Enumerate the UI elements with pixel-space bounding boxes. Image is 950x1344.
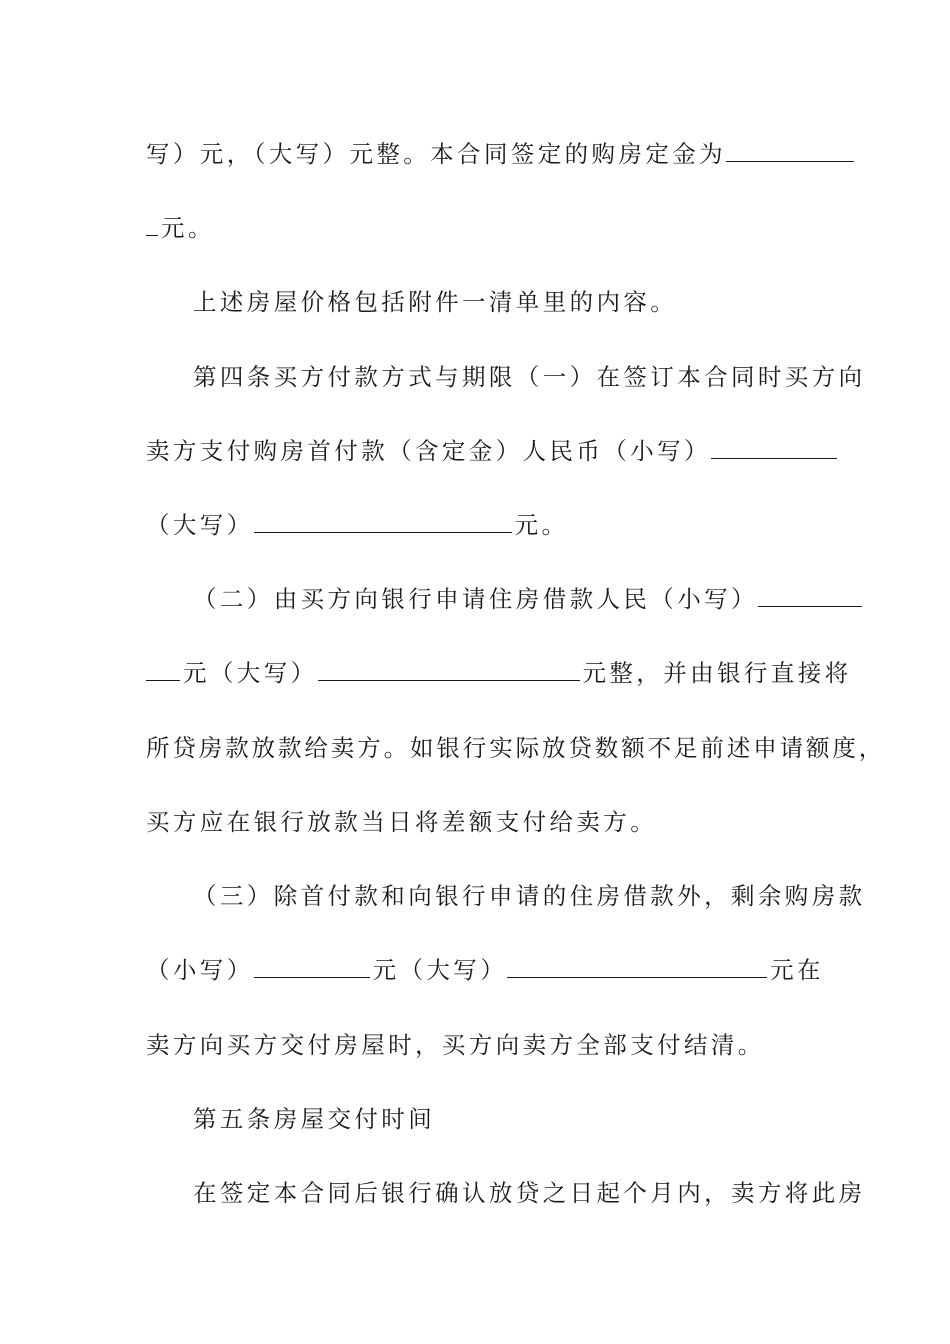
paragraph-line-9 <box>146 732 885 764</box>
paragraph-line-15 <box>193 1177 866 1209</box>
paragraph-line-8 <box>146 657 852 689</box>
paragraph-line-1 <box>146 138 857 170</box>
fill-in-blank <box>254 955 370 978</box>
text-segment: 买方应在银行放款当日将差额支付给卖方。 <box>146 808 658 836</box>
paragraph-line-7 <box>193 583 865 615</box>
fill-in-blank <box>711 436 837 459</box>
paragraph-line-10 <box>146 806 657 838</box>
fill-in-blank <box>758 584 862 607</box>
text-segment: 第五条房屋交付时间 <box>193 1105 436 1133</box>
fill-in-blank <box>318 658 580 681</box>
text-segment: 元（大写） <box>372 956 508 984</box>
paragraph-line-11 <box>193 880 866 912</box>
fill-in-blank <box>507 955 767 978</box>
paragraph-line-5 <box>146 435 840 467</box>
text-segment: 写）元，（大写）元整。本合同签定的购房定金为 <box>146 140 727 168</box>
paragraph-line-6 <box>146 509 568 541</box>
paragraph-line-14 <box>193 1103 435 1135</box>
text-segment: 第四条买方付款方式与期限（一）在签订本合同时买方向 <box>193 363 866 391</box>
text-segment: （大写） <box>146 511 254 539</box>
text-segment: （小写） <box>146 956 254 984</box>
paragraph-line-3 <box>193 286 677 318</box>
text-segment: 上述房屋价格包括附件一清单里的内容。 <box>193 288 678 316</box>
text-segment: （二）由买方向银行申请住房借款人民（小写） <box>193 585 758 613</box>
text-segment: 元整，并由银行直接将 <box>582 659 852 687</box>
paragraph-line-12 <box>146 954 824 986</box>
paragraph-line-2 <box>146 212 215 244</box>
fill-in-blank <box>146 658 180 681</box>
fill-in-blank <box>254 510 512 533</box>
text-segment: 所贷房款放款给卖方。如银行实际放贷数额不足前述申请额度， <box>146 734 886 762</box>
text-segment: 卖方向买方交付房屋时，买方向卖方全部支付结清。 <box>146 1031 765 1059</box>
text-segment: 在签定本合同后银行确认放贷之日起个月内，卖方将此房 <box>193 1179 866 1207</box>
text-segment: 元。 <box>514 511 569 539</box>
text-segment: 元（大写） <box>183 659 318 687</box>
paragraph-line-13 <box>146 1029 765 1061</box>
fill-in-blank <box>146 213 158 236</box>
text-segment: 元在 <box>770 956 824 984</box>
fill-in-blank <box>726 139 854 162</box>
text-segment: （三）除首付款和向银行申请的住房借款外，剩余购房款 <box>193 882 866 910</box>
text-segment: 卖方支付购房首付款（含定金）人民币（小写） <box>146 437 711 465</box>
text-segment: 元。 <box>161 214 215 242</box>
paragraph-line-4 <box>193 361 866 393</box>
